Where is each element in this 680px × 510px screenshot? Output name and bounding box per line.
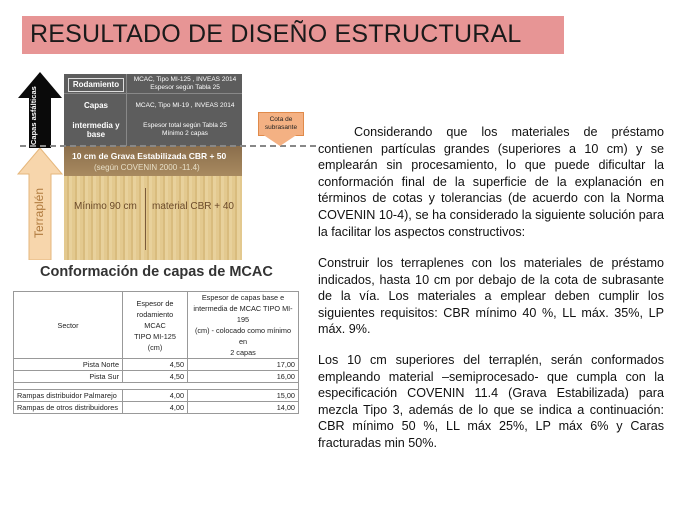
callout-arrow-icon bbox=[262, 134, 298, 146]
mcac-table bbox=[13, 291, 299, 414]
capas-desc: MCAC, Tipo MI-19 , INVEAS 2014 bbox=[135, 102, 235, 109]
header-sector: Sector bbox=[14, 292, 123, 359]
cell-base: 15,00 bbox=[188, 390, 299, 402]
cell-sector: Pista Sur bbox=[14, 371, 123, 383]
cell-base: 17,00 bbox=[188, 359, 299, 371]
header-rodamiento: Espesor de rodamiento MCAC TIPO MI-125 (cm) bbox=[123, 292, 188, 359]
cell-base: 14,00 bbox=[188, 402, 299, 414]
cell-sector: Rampas distribuidor Palmarejo bbox=[14, 390, 123, 402]
table-header-row bbox=[14, 292, 299, 359]
asphalt-arrow-icon bbox=[16, 72, 64, 148]
page-title: RESULTADO DE DISEÑO ESTRUCTURAL bbox=[30, 20, 522, 48]
capas-label: Capas bbox=[83, 101, 108, 110]
cell-rod: 4,50 bbox=[123, 371, 188, 383]
capas-asfalticas-label: Capas asfálticas bbox=[29, 86, 38, 145]
rodamiento-desc: MCAC, Tipo MI-125 , INVEAS 2014 Espesor según Tabla 25 bbox=[133, 76, 237, 91]
cell-rod: 4,00 bbox=[123, 402, 188, 414]
cell-base: 16,00 bbox=[188, 371, 299, 383]
intermedia-label: intermedia y base bbox=[72, 121, 120, 139]
table-row bbox=[14, 402, 299, 414]
minimo-label: Mínimo 90 cm bbox=[74, 201, 137, 212]
table-row bbox=[14, 390, 299, 402]
paragraph-1: Considerando que los materiales de préstamo contienen partículas grandes (superiores a 10 cm) y se emplearán sin procesamiento, lo que puede dificultar la conformación final de la superficie de la explanación en términos de cotas y tolerancias (de acuerdo con la Norma COVENIN 10-4), se ha considerado la siguiente solución para la facilitar los aspectos constructivos: bbox=[318, 125, 664, 239]
pavement-diagram bbox=[0, 0, 320, 270]
grava-label: 10 cm de Grava Estabilizada CBR + 50 bbox=[72, 151, 227, 161]
rodamiento-label: Rodamiento bbox=[72, 80, 120, 89]
cell-rod: 4,00 bbox=[123, 390, 188, 402]
table-row bbox=[14, 359, 299, 371]
cell-sector: Rampas de otros distribuidores bbox=[14, 402, 123, 414]
intermedia-desc: Espesor total según Tabla 25 Mínimo 2 capas bbox=[143, 122, 227, 137]
table-heading: Conformación de capas de MCAC bbox=[40, 264, 273, 280]
cell-rod: 4,50 bbox=[123, 359, 188, 371]
layer-divider bbox=[126, 74, 127, 146]
material-label: material CBR + 40 bbox=[152, 201, 234, 212]
header-base: Espesor de capas base e intermedia de MCAC TIPO MI-195 (cm) - colocado como mínimo en 2 capas bbox=[188, 292, 299, 359]
cell-sector: Pista Norte bbox=[14, 359, 123, 371]
grava-spec: (según COVENIN 2000 -11.4) bbox=[94, 163, 200, 172]
terraplen-divider bbox=[145, 188, 146, 250]
table-row bbox=[14, 371, 299, 383]
table-spacer bbox=[14, 383, 299, 390]
paragraph-2: Construir los terraplenes con los materiales de préstamo indicados, hasta 10 cm por debajo de la cota de subrasante de la vía. Los materiales a emplear deben cumplir los siguientes requisitos: CBR mínimo 40 %, LL máx. 35%, LP máx. 9%. bbox=[318, 256, 664, 337]
paragraph-3: Los 10 cm superiores del terraplén, serán conformados empleando material –semiprocesado- que cumpla con la especificación COVENIN 11.4 (Grava Estabilizada) para mezcla Tipo 3, además de lo que se indica a continuación: CBR mínimo 50 %, LL máx 25%, LP máx 6% y Caras fracturadas min 50%. bbox=[318, 353, 664, 450]
layer-divider bbox=[64, 93, 242, 94]
grava-layer bbox=[64, 146, 242, 176]
terraplen-layer bbox=[64, 176, 242, 260]
terraplen-label: Terraplén bbox=[32, 187, 46, 238]
cota-subrasante-callout: Cota de subrasante bbox=[258, 112, 304, 136]
